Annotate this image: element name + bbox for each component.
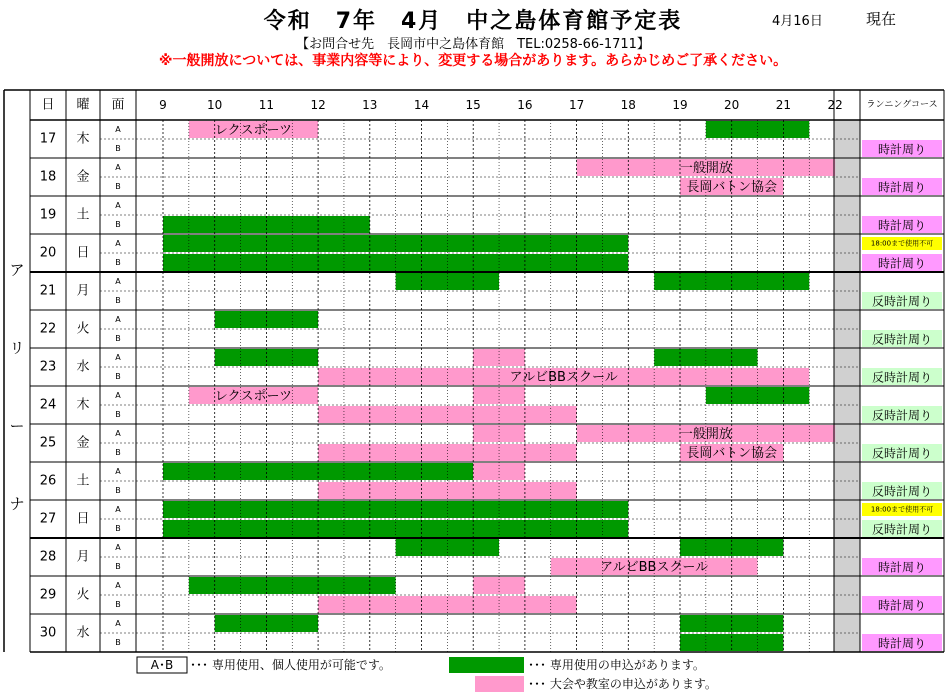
weekday: 土 xyxy=(76,473,90,489)
page-title: 令和 7年 4月 中之島体育館予定表 xyxy=(263,9,683,34)
notice-text: ※一般開放については、事業内容等により、変更する場合があります。あらかじめご了承ください。 xyxy=(158,53,788,69)
legend-event-text: ･･･ 大会や教室の申込があります。 xyxy=(528,677,717,691)
legend-ab-text: ･･･ 専用使用、個人使用が可能です。 xyxy=(190,658,391,672)
legend-event-swatch xyxy=(475,676,524,692)
face-label-a: A xyxy=(115,277,121,286)
face-label-b: B xyxy=(115,296,121,305)
weekday: 火 xyxy=(76,587,90,603)
venue-label-char: リ xyxy=(9,339,25,357)
running-direction-text: 時計周り xyxy=(877,598,927,613)
day-number: 29 xyxy=(39,587,57,603)
running-direction-text: 反時計周り xyxy=(871,446,933,461)
booking-label: レクスポーツ xyxy=(214,123,293,138)
running-direction-text: 反時計周り xyxy=(871,332,933,347)
face-label-b: B xyxy=(115,524,121,533)
hour-tick-label: 19 xyxy=(672,98,688,112)
weekday: 土 xyxy=(76,207,90,223)
running-direction-text: 時計周り xyxy=(877,560,927,575)
exclusive-use-bar xyxy=(163,501,628,518)
booking-label: 一般開放 xyxy=(679,161,732,176)
face-label-a: A xyxy=(115,201,121,210)
hour-tick-label: 18 xyxy=(620,98,636,112)
hour-tick-label: 20 xyxy=(724,98,740,112)
day-number: 24 xyxy=(39,397,57,413)
weekday: 日 xyxy=(76,511,90,527)
weekday: 水 xyxy=(76,359,90,375)
day-number: 23 xyxy=(39,359,57,375)
face-label-b: B xyxy=(115,372,121,381)
face-label-a: A xyxy=(115,163,121,172)
weekday: 火 xyxy=(76,321,90,337)
running-direction-text: 反時計周り xyxy=(871,522,933,537)
booking-label: 長岡バトン協会 xyxy=(686,180,778,195)
face-label-a: A xyxy=(115,391,121,400)
face-label-b: B xyxy=(115,258,121,267)
weekday: 木 xyxy=(76,397,90,413)
face-label-a: A xyxy=(115,353,121,362)
running-direction-text: 反時計周り xyxy=(871,484,933,499)
weekday: 金 xyxy=(76,435,90,451)
face-label-b: B xyxy=(115,638,121,647)
header-running-course: ランニングコース xyxy=(866,100,938,110)
booking-label: 長岡バトン協会 xyxy=(686,446,778,461)
venue-label-char: ナ xyxy=(9,495,25,513)
as-of-label: 現在 xyxy=(866,10,897,28)
legend-exclusive-swatch xyxy=(449,657,524,673)
weekday: 日 xyxy=(76,245,90,261)
date-label: 4月16日 xyxy=(772,14,823,29)
face-label-a: A xyxy=(115,467,121,476)
hour-tick-label: 13 xyxy=(362,98,378,112)
hour-tick-label: 11 xyxy=(258,98,275,112)
header-weekday: 曜 xyxy=(76,97,90,113)
exclusive-use-bar xyxy=(396,273,499,290)
legend-ab-label: A･B xyxy=(150,658,174,672)
face-label-b: B xyxy=(115,448,121,457)
hour-tick-label: 22 xyxy=(827,98,843,112)
face-label-b: B xyxy=(115,220,121,229)
hour-tick-label: 12 xyxy=(310,98,326,112)
booking-label: レクスポーツ xyxy=(214,389,293,404)
weekday: 月 xyxy=(76,283,90,299)
face-label-a: A xyxy=(115,543,121,552)
header-face: 面 xyxy=(111,97,125,113)
hour-tick-label: 17 xyxy=(568,98,585,112)
running-direction-text: 時計周り xyxy=(877,256,927,271)
exclusive-use-bar xyxy=(163,254,628,271)
closed-notice-text: 18:00まで使用不可 xyxy=(870,505,934,514)
day-number: 25 xyxy=(39,435,57,451)
face-label-b: B xyxy=(115,486,121,495)
face-label-a: A xyxy=(115,315,121,324)
face-label-a: A xyxy=(115,505,121,514)
running-direction-text: 反時計周り xyxy=(871,294,933,309)
booking-label: 一般開放 xyxy=(679,427,732,442)
hour-tick-label: 15 xyxy=(465,98,481,112)
day-number: 28 xyxy=(39,549,57,565)
running-direction-text: 時計周り xyxy=(877,636,927,651)
weekday: 金 xyxy=(76,169,90,185)
day-number: 20 xyxy=(39,245,57,261)
booking-label: アルビBBスクール xyxy=(509,370,618,385)
face-label-a: A xyxy=(115,619,121,628)
day-number: 22 xyxy=(39,321,57,337)
booking-label: アルビBBスクール xyxy=(600,560,709,575)
hour-tick-label: 14 xyxy=(413,98,430,112)
event-bar xyxy=(318,482,576,499)
hour-tick-label: 21 xyxy=(775,98,792,112)
weekday: 水 xyxy=(76,625,90,641)
face-label-b: B xyxy=(115,334,121,343)
running-direction-text: 反時計周り xyxy=(871,408,933,423)
day-number: 17 xyxy=(39,131,57,147)
day-number: 30 xyxy=(39,625,57,641)
event-bar xyxy=(318,444,576,461)
header-day: 日 xyxy=(41,97,55,113)
face-label-b: B xyxy=(115,182,121,191)
weekday: 木 xyxy=(76,131,90,147)
face-label-b: B xyxy=(115,410,121,419)
day-number: 18 xyxy=(39,169,57,185)
exclusive-use-bar xyxy=(706,387,809,404)
running-direction-text: 時計周り xyxy=(877,218,927,233)
weekday: 月 xyxy=(76,549,90,565)
face-label-a: A xyxy=(115,239,121,248)
venue-label-char: ー xyxy=(9,417,25,435)
running-direction-text: 時計周り xyxy=(877,180,927,195)
day-number: 21 xyxy=(39,283,57,299)
face-label-a: A xyxy=(115,581,121,590)
exclusive-use-bar xyxy=(396,539,499,556)
event-bar xyxy=(473,425,525,442)
day-number: 19 xyxy=(39,207,57,223)
face-label-a: A xyxy=(115,125,121,134)
face-label-b: B xyxy=(115,600,121,609)
face-label-a: A xyxy=(115,429,121,438)
legend-exclusive-text: ･･･ 専用使用の申込があります。 xyxy=(528,658,705,672)
closed-notice-text: 18:00まで使用不可 xyxy=(870,239,934,248)
running-direction-text: 反時計周り xyxy=(871,370,933,385)
running-direction-text: 時計周り xyxy=(877,142,927,157)
hour-tick-label: 9 xyxy=(159,98,167,112)
day-number: 26 xyxy=(39,473,57,489)
day-number: 27 xyxy=(39,511,57,527)
event-bar xyxy=(318,596,576,613)
venue-label-char: ア xyxy=(9,261,25,279)
contact-info: 【お問合せ先 長岡市中之島体育館 TEL:0258-66-1711】 xyxy=(296,37,650,52)
hour-tick-label: 10 xyxy=(207,98,223,112)
event-bar xyxy=(473,387,525,404)
hour-tick-label: 16 xyxy=(517,98,533,112)
face-label-b: B xyxy=(115,562,121,571)
face-label-b: B xyxy=(115,144,121,153)
